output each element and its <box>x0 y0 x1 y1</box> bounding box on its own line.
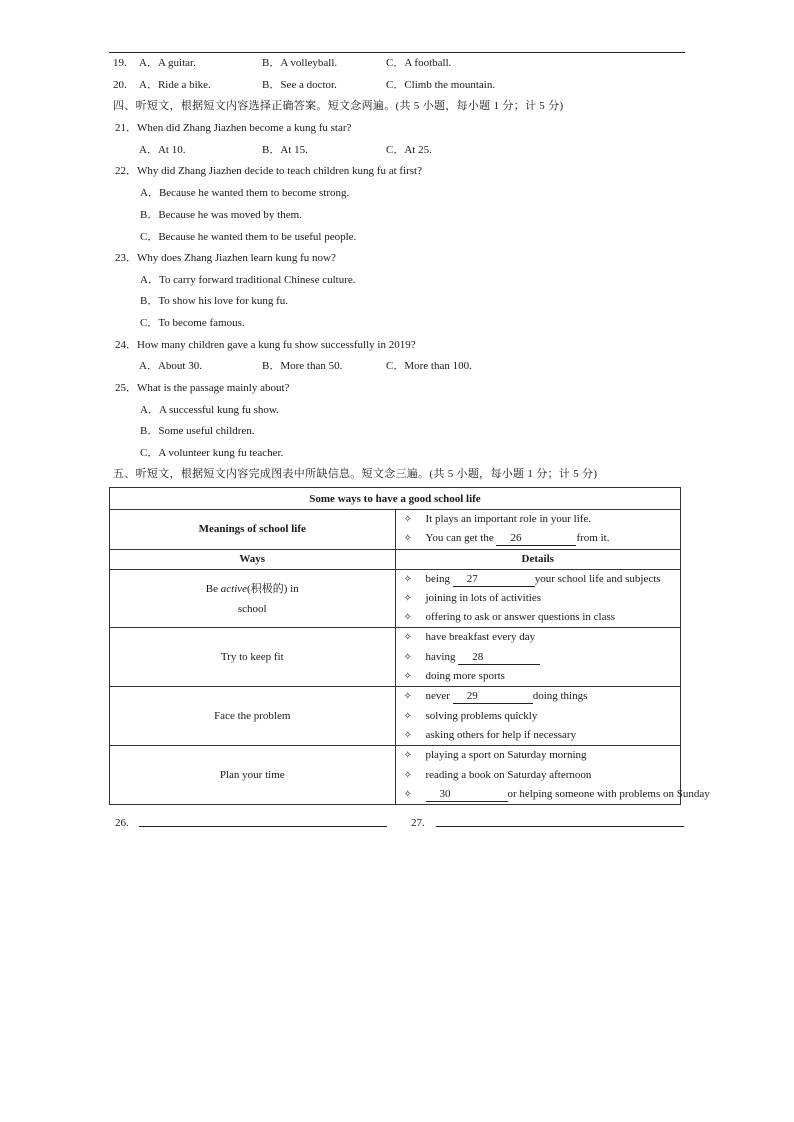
q21-option-b: B．At 15. <box>262 144 308 156</box>
way-be-active: Be active(积极的) in school <box>110 569 396 628</box>
detail-row4-3: ✧ 30 or helping someone with problems on Sunday <box>396 785 681 804</box>
bullet-icon: ✧ <box>403 750 412 762</box>
detail-row1-3: ✧ offering to ask or answer questions in class <box>396 608 681 627</box>
q24-option-c: C．More than 100. <box>386 360 472 372</box>
q21-option-a: A．At 10. <box>139 144 186 156</box>
column-header-details: Details <box>395 549 681 569</box>
q19-option-c: C．A football. <box>386 57 452 69</box>
q23-option-a: A．To carry forward traditional Chinese culture. <box>140 274 356 286</box>
blank-29[interactable]: 29 <box>453 689 533 704</box>
q25-option-b: B．Some useful children. <box>140 425 255 437</box>
answer-27-label: 27. <box>411 817 425 829</box>
q19-number: 19. <box>113 57 127 69</box>
question-19 <box>113 56 127 70</box>
details-plan-time <box>395 746 710 805</box>
q22-option-c: C．Because he wanted them to be useful people. <box>140 231 357 243</box>
bullet-icon: ✧ <box>403 710 412 722</box>
detail-row3-3: ✧ asking others for help if necessary <box>396 726 681 745</box>
details-keep-fit <box>395 628 681 687</box>
way-plan-time: Plan your time <box>110 746 396 805</box>
q25-option-a: A．A successful kung fu show. <box>140 404 279 416</box>
q21-stem: 21．When did Zhang Jiazhen become a kung fu star? <box>115 122 352 134</box>
q19-option-b: B．A volleyball. <box>262 57 338 69</box>
bullet-icon: ✧ <box>403 514 412 525</box>
column-header-ways: Ways <box>110 549 396 569</box>
bullet-icon: ✧ <box>403 533 412 545</box>
header-rule <box>109 52 685 53</box>
table-title: Some ways to have a good school life <box>110 488 681 510</box>
q23-option-c: C．To become famous. <box>140 317 245 329</box>
bullet-icon: ✧ <box>403 671 412 683</box>
bullet-icon: ✧ <box>403 729 412 741</box>
details-be-active <box>395 569 681 628</box>
bullet-icon: ✧ <box>403 788 412 800</box>
blank-30[interactable]: 30 <box>426 787 508 802</box>
bullet-icon: ✧ <box>403 573 412 585</box>
q24-stem: 24．How many children gave a kung fu show successfully in 2019? <box>115 339 416 351</box>
blank-27[interactable]: 27 <box>453 572 535 587</box>
detail-row3-1: ✧ never 29 doing things <box>396 687 681 706</box>
section-5-heading: 五、听短文，根据短文内容完成图表中所缺信息。短文念三遍。(共 5 小题，每小题 1 分；计 5 分) <box>113 468 598 480</box>
bullet-icon: ✧ <box>403 592 412 604</box>
blank-28[interactable]: 28 <box>458 650 540 665</box>
blank-26[interactable]: 26 <box>496 531 576 546</box>
q20-number: 20. <box>113 79 127 91</box>
q22-option-b: B．Because he was moved by them. <box>140 209 302 221</box>
bullet-icon: ✧ <box>403 651 412 663</box>
details-face-problem <box>395 687 681 746</box>
way-face-problem: Face the problem <box>110 687 396 746</box>
school-life-table <box>109 487 710 805</box>
q20-option-a: A．Ride a bike. <box>139 79 211 91</box>
q24-option-b: B．More than 50. <box>262 360 343 372</box>
detail-row3-2: ✧ solving problems quickly <box>396 707 681 726</box>
meanings-details <box>395 510 681 550</box>
q25-option-c: C．A volunteer kung fu teacher. <box>140 447 284 459</box>
detail-row4-1: ✧ playing a sport on Saturday morning <box>396 746 681 765</box>
bullet-icon: ✧ <box>403 632 412 644</box>
detail-row2-1: ✧ have breakfast every day <box>396 628 681 647</box>
q25-stem: 25．What is the passage mainly about? <box>115 382 290 394</box>
q21-option-c: C．At 25. <box>386 144 432 156</box>
bullet-icon: ✧ <box>403 691 412 703</box>
bullet-icon: ✧ <box>403 769 412 781</box>
detail-row1-2: ✧ joining in lots of activities <box>396 589 681 608</box>
meaning-2: ✧ You can get the 26 from it. <box>396 529 681 548</box>
q22-stem: 22．Why did Zhang Jiazhen decide to teach children kung fu at first? <box>115 165 422 177</box>
meaning-1: ✧ It plays an important role in your life. <box>396 510 681 529</box>
detail-row2-3: ✧ doing more sports <box>396 667 681 686</box>
answer-26-label: 26. <box>115 817 129 829</box>
q24-option-a: A．About 30. <box>139 360 202 372</box>
q20-option-c: C．Climb the mountain. <box>386 79 496 91</box>
detail-row4-2: ✧ reading a book on Saturday afternoon <box>396 766 681 785</box>
q22-option-a: A．Because he wanted them to become strong. <box>140 187 350 199</box>
way-keep-fit: Try to keep fit <box>110 628 396 687</box>
detail-row2-2: ✧ having 28 <box>396 648 681 667</box>
q23-option-b: B．To show his love for kung fu. <box>140 295 289 307</box>
bullet-icon: ✧ <box>403 612 412 624</box>
q23-stem: 23．Why does Zhang Jiazhen learn kung fu now? <box>115 252 336 264</box>
answer-27-line[interactable] <box>436 826 684 827</box>
meanings-label: Meanings of school life <box>110 510 396 550</box>
q19-option-a: A．A guitar. <box>139 57 196 69</box>
detail-row1-1: ✧ being 27 your school life and subjects <box>396 570 681 589</box>
answer-26-line[interactable] <box>139 826 387 827</box>
section-4-heading: 四、听短文，根据短文内容选择正确答案。短文念两遍。(共 5 小题，每小题 1 分；计 5 分) <box>113 100 564 112</box>
question-20 <box>113 78 127 92</box>
q20-option-b: B．See a doctor. <box>262 79 337 91</box>
